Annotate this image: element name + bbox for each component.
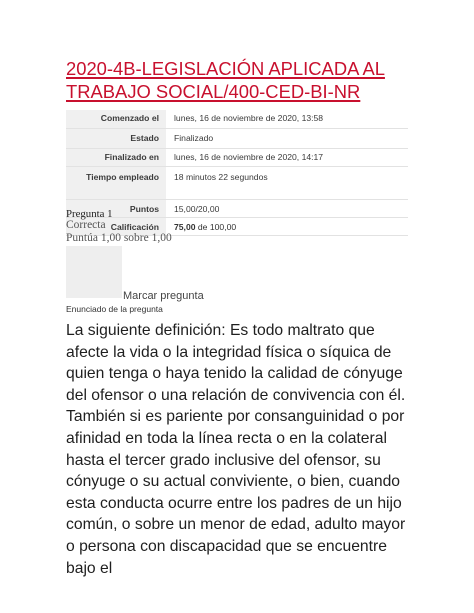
grade-value [166, 218, 408, 236]
grade-label: Calificación [66, 218, 166, 236]
question-number: Pregunta 1 [66, 208, 113, 220]
question-score: Puntúa 1,00 sobre 1,00 [66, 232, 172, 244]
started-label: Comenzado el [66, 110, 166, 129]
state-value: Finalizado [174, 133, 214, 143]
points-value: 15,00/20,00 [174, 204, 220, 214]
grade-bold: 75,00 [174, 222, 196, 232]
grade-rest: de 100,00 [195, 222, 237, 232]
started-value: lunes, 16 de noviembre de 2020, 13:58 [174, 113, 324, 123]
attempt-summary-table [66, 110, 408, 236]
summary-row-points [66, 200, 408, 218]
summary-row-started [66, 110, 408, 129]
question-text: La siguiente definición: Es todo maltrato que afecte la vida o la integridad física o síquica de quien tenga o haya tenido la calidad de cónyuge del ofensor o una relación de convivencia con él. También si es pariente por consanguinidad o por afinidad en toda la línea recta o en la colateral hasta el tercer grado inclusive del ofensor, su cónyuge o su actual conviviente, o bien, cuando esta conducta ocurre entre los padres de un hijo común, o sobre un menor de edad, adulto mayor o persona con discapacidad que se encuentre bajo el [66, 322, 406, 577]
summary-row-finished [66, 149, 408, 167]
page-title[interactable]: 2020-4B-LEGISLACIÓN APLICADA AL TRABAJO SOCIAL/400-CED-BI-NR [66, 58, 385, 102]
statement-label: Enunciado de la pregunta [66, 304, 163, 314]
question-info-box [66, 246, 122, 298]
summary-row-state [66, 129, 408, 149]
question-state: Correcta [66, 219, 106, 231]
state-label: Estado [66, 129, 166, 149]
flag-question-link[interactable]: Marcar pregunta [123, 290, 204, 302]
finished-label: Finalizado en [66, 149, 166, 167]
time-value: 18 minutos 22 segundos [174, 172, 268, 182]
time-label: Tiempo empleado [66, 167, 166, 200]
finished-value: lunes, 16 de noviembre de 2020, 14:17 [174, 152, 324, 162]
points-label: Puntos [66, 200, 166, 218]
summary-row-time [66, 167, 408, 200]
